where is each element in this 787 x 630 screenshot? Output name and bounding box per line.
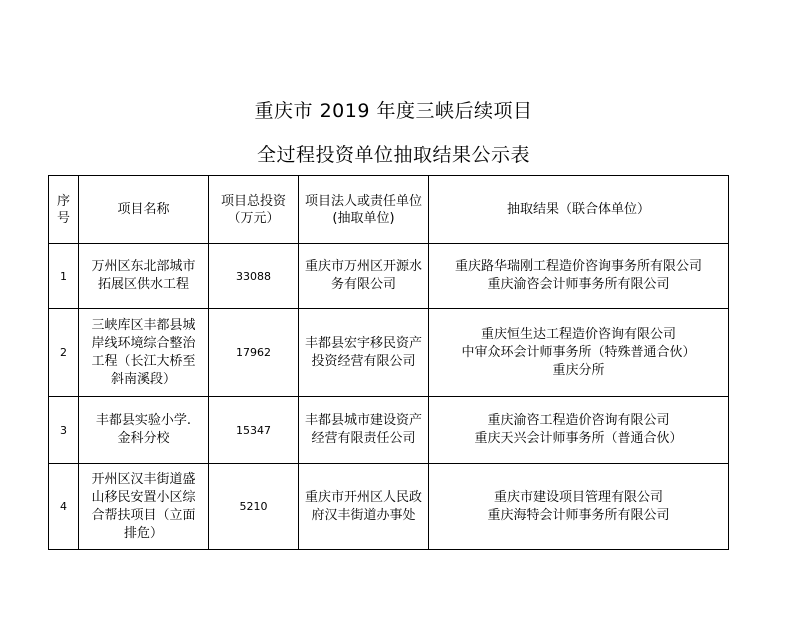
- row-responsible-unit: 重庆市万州区开源水 务有限公司: [299, 244, 429, 309]
- row-project-name: 三峡库区丰都县城 岸线环境综合整治 工程（长江大桥至 斜南溪段）: [79, 309, 209, 397]
- row-result: 重庆路华瑞刚工程造价咨询事务所有限公司 重庆渝咨会计师事务所有限公司: [429, 244, 729, 309]
- table-header-row: [49, 176, 729, 244]
- row-investment: 33088: [209, 244, 299, 309]
- row-project-name: 丰都县实验小学. 金科分校: [79, 397, 209, 464]
- header-project-name: 项目名称: [79, 176, 209, 244]
- header-index: 序 号: [49, 176, 79, 244]
- row-responsible-unit: 丰都县宏宇移民资产 投资经营有限公司: [299, 309, 429, 397]
- table-row: [49, 244, 729, 309]
- row-index: 1: [49, 244, 79, 309]
- result-table: [48, 175, 729, 550]
- table-row: [49, 397, 729, 464]
- header-responsible-unit: 项目法人或责任单位 (抽取单位): [299, 176, 429, 244]
- row-responsible-unit: 丰都县城市建设资产 经营有限责任公司: [299, 397, 429, 464]
- row-result: 重庆渝咨工程造价咨询有限公司 重庆天兴会计师事务所（普通合伙）: [429, 397, 729, 464]
- row-project-name: 开州区汉丰街道盛 山移民安置小区综 合帮扶项目（立面 排危）: [79, 464, 209, 550]
- header-result: 抽取结果（联合体单位）: [429, 176, 729, 244]
- header-investment: 项目总投资 （万元）: [209, 176, 299, 244]
- row-investment: 17962: [209, 309, 299, 397]
- row-result: 重庆市建设项目管理有限公司 重庆海特会计师事务所有限公司: [429, 464, 729, 550]
- row-index: 2: [49, 309, 79, 397]
- row-investment: 15347: [209, 397, 299, 464]
- row-responsible-unit: 重庆市开州区人民政 府汉丰街道办事处: [299, 464, 429, 550]
- page-title-line-1: 重庆市 2019 年度三峡后续项目: [254, 100, 533, 122]
- table-row: [49, 464, 729, 550]
- row-index: 3: [49, 397, 79, 464]
- table-row: [49, 309, 729, 397]
- row-project-name: 万州区东北部城市 拓展区供水工程: [79, 244, 209, 309]
- page-title-line-2: 全过程投资单位抽取结果公示表: [256, 144, 530, 166]
- row-result: 重庆恒生达工程造价咨询有限公司 中审众环会计师事务所（特殊普通合伙） 重庆分所: [429, 309, 729, 397]
- row-index: 4: [49, 464, 79, 550]
- row-investment: 5210: [209, 464, 299, 550]
